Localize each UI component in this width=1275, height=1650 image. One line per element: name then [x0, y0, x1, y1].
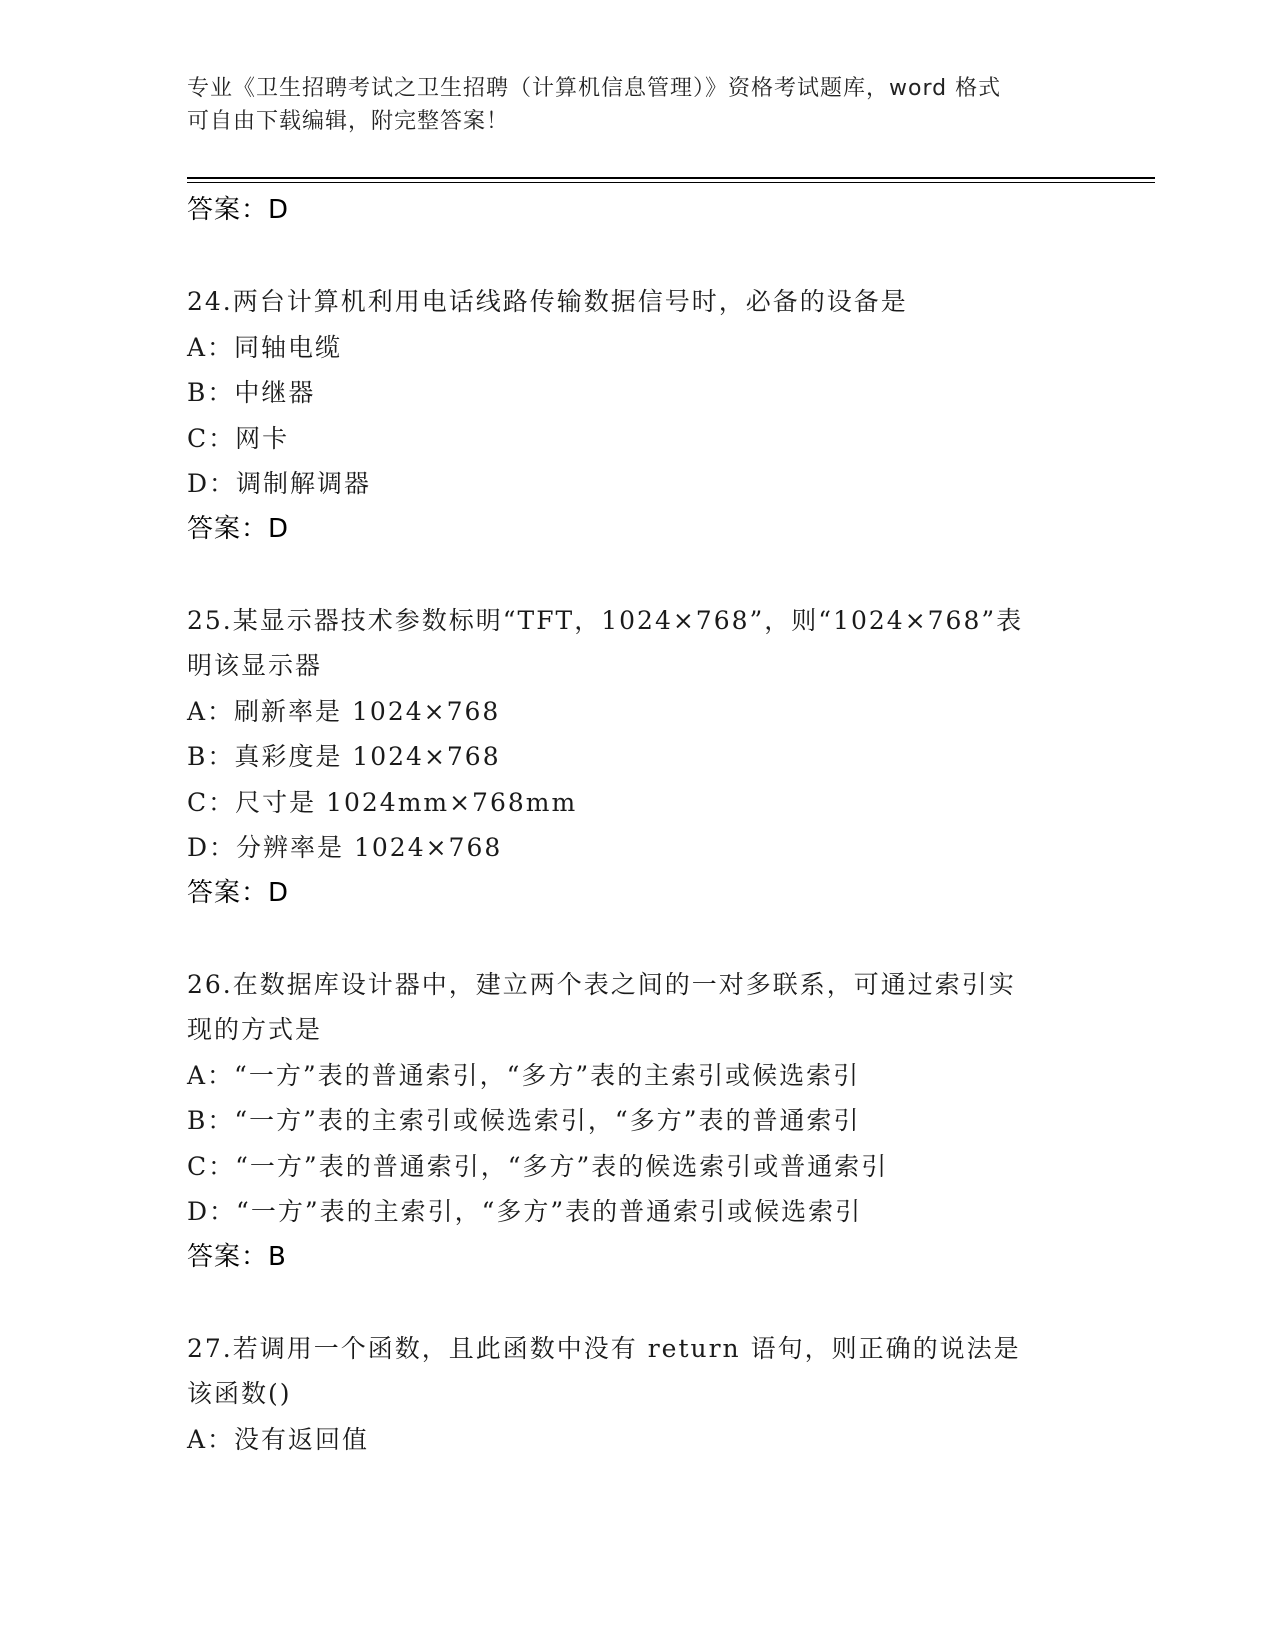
header-line-1: 专业《卫生招聘考试之卫生招聘（计算机信息管理）》资格考试题库，word 格式 — [187, 76, 1002, 101]
question-stem: 25.某显示器技术参数标明“TFT，1024×768”，则“1024×768”表 — [187, 605, 1024, 635]
question-25 — [187, 598, 1087, 917]
spacer — [187, 1280, 1087, 1326]
question-list — [187, 188, 1087, 1462]
option-b: B：中继器 — [187, 378, 316, 407]
answer-line: 答案：D — [187, 877, 290, 908]
option-d: D：调制解调器 — [187, 469, 372, 498]
answer-line: 答案：D — [187, 513, 290, 544]
option-c: C：尺寸是 1024mm×768mm — [187, 787, 578, 817]
header-rule-thick — [187, 177, 1155, 179]
option-a: A：同轴电缆 — [187, 332, 343, 362]
spacer — [187, 916, 1087, 962]
header-rule-thin — [187, 182, 1155, 183]
spacer — [187, 552, 1087, 598]
question-27 — [187, 1326, 1087, 1463]
option-b: B：真彩度是 1024×768 — [187, 742, 501, 771]
question-26 — [187, 962, 1087, 1281]
question-stem-continued: 明该显示器 — [187, 651, 323, 680]
answer-line: 答案：B — [187, 1241, 287, 1272]
option-b: B：“一方”表的主索引或候选索引，“多方”表的普通索引 — [187, 1106, 861, 1135]
option-d: D：“一方”表的主索引，“多方”表的普通索引或候选索引 — [187, 1197, 863, 1226]
option-d: D：分辨率是 1024×768 — [187, 833, 503, 862]
question-stem-continued: 现的方式是 — [187, 1015, 323, 1044]
question-stem: 26.在数据库设计器中，建立两个表之间的一对多联系，可通过索引实 — [187, 969, 1016, 999]
option-a: A：“一方”表的普通索引，“多方”表的主索引或候选索引 — [187, 1060, 861, 1090]
question-stem: 27.若调用一个函数，且此函数中没有 return 语句，则正确的说法是 — [187, 1333, 1021, 1363]
option-c: C：网卡 — [187, 423, 290, 453]
question-stem-continued: 该函数() — [187, 1379, 292, 1408]
option-c: C：“一方”表的普通索引，“多方”表的候选索引或普通索引 — [187, 1151, 889, 1181]
header-line-2: 可自由下载编辑，附完整答案！ — [187, 109, 510, 134]
answer-line: 答案：D — [187, 195, 290, 225]
spacer — [187, 234, 1087, 280]
question-24 — [187, 279, 1087, 552]
document-header — [187, 72, 1067, 138]
question-stem: 24.两台计算机利用电话线路传输数据信号时，必备的设备是 — [187, 287, 908, 316]
option-a: A：刷新率是 1024×768 — [187, 696, 501, 726]
option-a: A：没有返回值 — [187, 1424, 370, 1454]
